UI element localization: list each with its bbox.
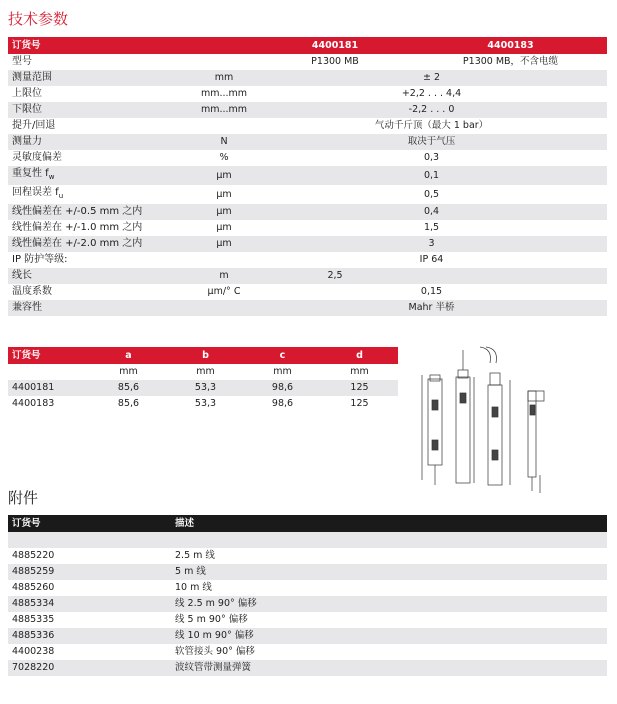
spec-label: [8, 300, 192, 316]
accessory-order-number: 4885336: [8, 628, 171, 644]
spec-label: [8, 252, 192, 268]
dims-cell: 4400181: [8, 380, 90, 396]
spec-label-text: 线性偏差在 +/-1.0 mm 之内: [12, 222, 143, 233]
spec-unit: [192, 300, 256, 316]
spec-label: [8, 134, 192, 150]
spec-value: 0,4: [256, 204, 607, 220]
spec-header-cell: 4400181: [256, 37, 414, 54]
spec-unit: µm: [192, 185, 256, 204]
dims-unit-cell: [8, 364, 90, 380]
accessories-header-row: [8, 515, 607, 532]
accessory-description: 波纹管带测量弹簧: [171, 660, 607, 676]
spec-header-cell: [192, 37, 256, 54]
spec-label-text: 线性偏差在 +/-0.5 mm 之内: [12, 206, 143, 217]
spec-label: [8, 284, 192, 300]
spec-label-text: 兼容性: [12, 302, 42, 313]
spec-value: 0,1: [256, 166, 607, 185]
spec-value: 1,5: [256, 220, 607, 236]
accessories-row: [8, 612, 607, 628]
spec-label-text: 灵敏度偏差: [12, 152, 62, 163]
dims-unit-cell: mm: [167, 364, 244, 380]
accessory-description: 线 5 m 90° 偏移: [171, 612, 607, 628]
accessories-header-cell: 订货号: [8, 515, 171, 532]
spec-value: Mahr 半桥: [256, 300, 607, 316]
spec-label: [8, 220, 192, 236]
dims-cell: 85,6: [90, 380, 167, 396]
spec-value: 3: [256, 236, 607, 252]
accessories-row: [8, 644, 607, 660]
accessories-row: [8, 564, 607, 580]
spec-label: [8, 185, 192, 204]
spec-value: IP 64: [256, 252, 607, 268]
spec-label-text: 上限位: [12, 88, 42, 99]
spec-unit: µm: [192, 166, 256, 185]
spec-header-cell: 订货号: [8, 37, 192, 54]
spec-value-4400181: P1300 MB: [256, 54, 414, 70]
accessories-row: [8, 660, 607, 676]
spec-row: [8, 284, 607, 300]
spec-label: [8, 118, 192, 134]
accessories-row: [8, 628, 607, 644]
accessory-order-number: 7028220: [8, 660, 171, 676]
spec-unit: µm: [192, 204, 256, 220]
spec-label-text: 线长: [12, 270, 32, 281]
accessory-order-number: 4885334: [8, 596, 171, 612]
spec-row: [8, 134, 607, 150]
spec-value: 气动千斤顶（最大 1 bar）: [256, 118, 607, 134]
spec-value: 取决于气压: [256, 134, 607, 150]
accessory-order-number: 4885335: [8, 612, 171, 628]
dims-unit-cell: mm: [244, 364, 321, 380]
accessory-description: 软管接头 90° 偏移: [171, 644, 607, 660]
accessories-header-cell: 描述: [171, 515, 607, 532]
spec-value: 0,15: [256, 284, 607, 300]
spec-row: [8, 102, 607, 118]
spec-row: [8, 86, 607, 102]
dims-row: [8, 380, 398, 396]
dims-header-cell: 订货号: [8, 347, 90, 364]
spec-label-text: 线性偏差在 +/-2.0 mm 之内: [12, 238, 143, 249]
dims-header-cell: a: [90, 347, 167, 364]
spec-unit: µm: [192, 236, 256, 252]
accessory-description: 10 m 线: [171, 580, 607, 596]
spec-label: [8, 204, 192, 220]
accessories-table: [8, 515, 607, 676]
spec-label: [8, 70, 192, 86]
spec-label: [8, 54, 192, 70]
spec-row: [8, 166, 607, 185]
dims-unit-cell: mm: [321, 364, 398, 380]
dims-unit-row: [8, 364, 398, 380]
dims-cell: 85,6: [90, 396, 167, 412]
spec-label-text: 型号: [12, 56, 32, 67]
spec-header-row: [8, 37, 607, 54]
spacer-cell: [8, 532, 171, 548]
spec-row: [8, 300, 607, 316]
spec-label-text: 回程误差 f: [12, 187, 59, 198]
spec-value-4400183: [414, 268, 607, 284]
spec-unit: N: [192, 134, 256, 150]
dims-cell: 4400183: [8, 396, 90, 412]
spec-unit: %: [192, 150, 256, 166]
spec-label-text: 测量力: [12, 136, 42, 147]
accessory-description: 线 10 m 90° 偏移: [171, 628, 607, 644]
accessories-row: [8, 548, 607, 564]
dimensions-table: [8, 347, 398, 412]
accessory-description: 2.5 m 线: [171, 548, 607, 564]
spec-unit: µm: [192, 220, 256, 236]
dims-cell: 98,6: [244, 396, 321, 412]
spec-row: [8, 236, 607, 252]
spec-table: [8, 37, 607, 316]
accessories-title: 附件: [8, 489, 39, 507]
spec-value-4400183: P1300 MB，不含电缆: [414, 54, 607, 70]
spec-header-cell: 4400183: [414, 37, 607, 54]
accessories-spacer-row: [8, 532, 607, 548]
dims-header-cell: d: [321, 347, 398, 364]
spec-label: [8, 102, 192, 118]
spacer-cell: [171, 532, 607, 548]
dims-row: [8, 396, 398, 412]
spec-unit: mm...mm: [192, 102, 256, 118]
spec-label-text: 测量范围: [12, 72, 52, 83]
spec-label-text: 温度系数: [12, 286, 52, 297]
page-title: 技术参数: [8, 10, 69, 28]
spec-value: -2,2 . . . 0: [256, 102, 607, 118]
spec-value: 0,5: [256, 185, 607, 204]
spec-label-subscript: w: [48, 173, 55, 181]
accessory-description: 5 m 线: [171, 564, 607, 580]
dims-header-cell: b: [167, 347, 244, 364]
spec-unit: [192, 118, 256, 134]
spec-row: [8, 268, 607, 284]
spec-value: ± 2: [256, 70, 607, 86]
spec-row: [8, 70, 607, 86]
spec-row: [8, 204, 607, 220]
accessories-row: [8, 580, 607, 596]
spec-label: [8, 236, 192, 252]
accessory-description: 线 2.5 m 90° 偏移: [171, 596, 607, 612]
spec-label: [8, 150, 192, 166]
accessory-order-number: 4400238: [8, 644, 171, 660]
probe-dimension-drawing: [410, 345, 560, 495]
dims-cell: 53,3: [167, 396, 244, 412]
spec-row: [8, 118, 607, 134]
spec-label-text: 下限位: [12, 104, 42, 115]
spec-label-text: 提升/回退: [12, 120, 56, 131]
dims-unit-cell: mm: [90, 364, 167, 380]
spec-value: 0,3: [256, 150, 607, 166]
dims-cell: 125: [321, 380, 398, 396]
spec-row: [8, 185, 607, 204]
spec-unit: [192, 252, 256, 268]
accessory-order-number: 4885260: [8, 580, 171, 596]
spec-unit: m: [192, 268, 256, 284]
dims-cell: 53,3: [167, 380, 244, 396]
spec-unit: mm...mm: [192, 86, 256, 102]
spec-row: [8, 220, 607, 236]
spec-unit: [192, 54, 256, 70]
spec-label-text: IP 防护等级:: [12, 254, 68, 265]
spec-unit: µm/° C: [192, 284, 256, 300]
dims-header-cell: c: [244, 347, 321, 364]
spec-label-subscript: u: [58, 192, 64, 200]
spec-unit: mm: [192, 70, 256, 86]
dims-header-row: [8, 347, 398, 364]
spec-label: [8, 166, 192, 185]
spec-value: +2,2 . . . 4,4: [256, 86, 607, 102]
accessory-order-number: 4885259: [8, 564, 171, 580]
spec-value-4400181: 2,5: [256, 268, 414, 284]
accessories-row: [8, 596, 607, 612]
spec-row: [8, 54, 607, 70]
spec-row: [8, 150, 607, 166]
dims-cell: 98,6: [244, 380, 321, 396]
spec-label: [8, 86, 192, 102]
spec-label: [8, 268, 192, 284]
spec-row: [8, 252, 607, 268]
accessory-order-number: 4885220: [8, 548, 171, 564]
dims-cell: 125: [321, 396, 398, 412]
spec-label-text: 重复性 f: [12, 168, 49, 179]
